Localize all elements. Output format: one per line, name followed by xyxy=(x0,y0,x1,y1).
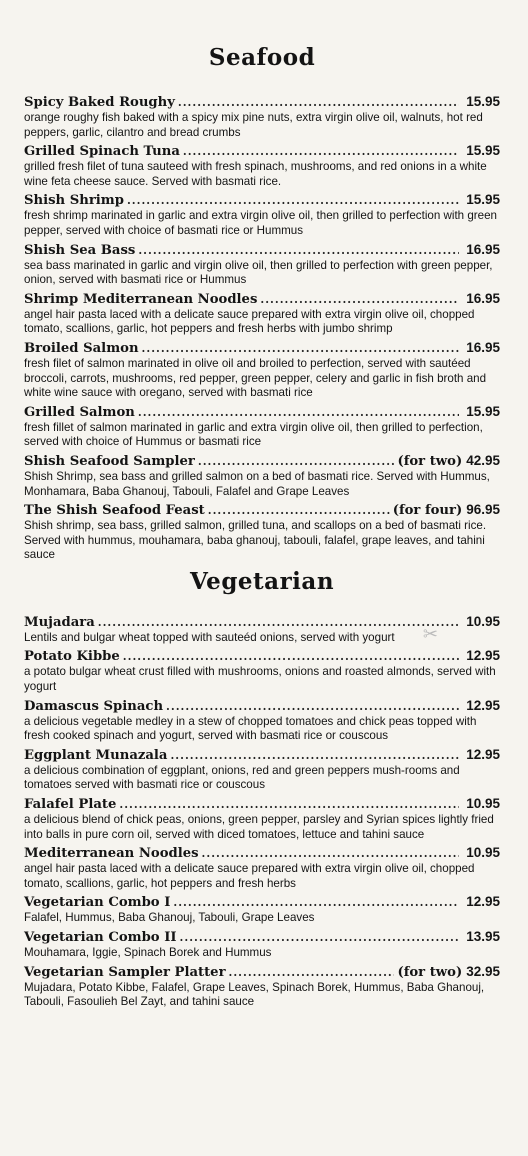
section-title-vegetarian: Vegetarian xyxy=(189,567,335,595)
menu-item xyxy=(24,964,500,1010)
item-price: 15.95 xyxy=(466,192,500,208)
item-description: Mujadara, Potato Kibbe, Falafel, Grape Leaves, Spinach Borek, Hummus, Baba Ghanouj, Tabouli, Fasoulieh Bel Zayt, and tahini sauce xyxy=(24,980,485,1009)
item-description: Lentils and bulgar wheat topped with sauteéd onions, served with yogurt xyxy=(24,630,395,644)
item-description: fresh filet of salmon marinated in olive oil and broiled to perfection, served with sautéed broccoli, carrots, mushrooms, red pepper, green pepper, celery and garlic in fish broth and white wine sauce with oregano, served with basmati rice xyxy=(24,356,487,400)
item-name: Eggplant Munazala xyxy=(24,747,168,763)
item-price: 10.95 xyxy=(466,845,500,861)
menu-item xyxy=(24,340,500,401)
item-name: Mediterranean Noodles xyxy=(24,846,199,862)
item-name: The Shish Seafood Feast xyxy=(24,503,205,519)
item-description: fresh fillet of salmon marinated in garlic and extra virgin olive oil, then grilled to perfection, served with choice of Hummus or basmati rice xyxy=(24,420,483,449)
item-price: 13.95 xyxy=(466,929,500,944)
menu-item xyxy=(24,698,500,744)
item-qualifier: (for four) xyxy=(392,503,463,519)
item-description: a potato bulgar wheat crust filled with mushrooms, onions and roasted almonds, served with yogurt xyxy=(24,665,496,694)
item-price: 16.95 xyxy=(466,290,500,306)
item-price: 42.95 xyxy=(466,452,500,468)
item-price: 32.95 xyxy=(466,963,500,979)
item-name: Potato Kibbe xyxy=(24,649,120,665)
item-description: a delicious blend of chick peas, onions, green pepper, parsley and Syrian spices lightly fried into balls in pure corn oil, served with diced tomatoes, lettuce and tahini sauce xyxy=(24,813,494,841)
item-price: 10.95 xyxy=(466,613,500,629)
item-description: Falafel, Hummus, Baba Ghanouj, Tabouli, Grape Leaves xyxy=(24,911,315,925)
menu-item xyxy=(24,94,500,140)
item-name: Mujadara xyxy=(24,614,95,630)
item-name: Vegetarian Combo I xyxy=(24,895,171,911)
item-price: 16.95 xyxy=(466,339,500,355)
item-description: angel hair pasta laced with a delicate sauce prepared with extra virgin olive oil, chopped tomato, scallions, garlic, hot peppers and fresh herbs with jumbo shrimp xyxy=(24,307,475,336)
menu-item xyxy=(24,453,500,499)
item-description: Shish Shrimp, sea bass and grilled salmon on a bed of basmati rice. Served with Hummus, Monhamara, Baba Ghanouj, Tabouli, Falafel and Grape Leaves xyxy=(24,469,490,498)
menu-item xyxy=(24,894,500,926)
item-name: Falafel Plate xyxy=(24,797,117,813)
item-price: 15.95 xyxy=(466,143,500,159)
seafood-list xyxy=(24,94,500,563)
item-description: fresh shrimp marinated in garlic and extra virgin olive oil, then grilled to perfection with green pepper, served with choice of basmati rice or Hummus xyxy=(24,209,498,237)
scissors-icon: ✂ xyxy=(422,624,438,644)
item-name: Vegetarian Combo II xyxy=(24,930,177,945)
item-name: Vegetarian Sampler Platter xyxy=(24,964,226,980)
item-qualifier: (for two) xyxy=(397,964,463,980)
menu-item xyxy=(24,404,500,450)
item-qualifier: (for two) xyxy=(397,453,463,469)
item-description: Shish shrimp, sea bass, grilled salmon, grilled tuna, and scallops on a bed of basmati rice. Served with hummus, mouhamara, baba ghanouj, tabouli, falafel, grape leaves, and tahini sauce xyxy=(24,519,487,562)
item-price: 12.95 xyxy=(466,697,500,713)
item-name: Grilled Spinach Tuna xyxy=(24,144,180,160)
item-description: Mouhamara, Iggie, Spinach Borek and Hummus xyxy=(24,946,272,959)
item-description: orange roughy fish baked with a spicy mix pine nuts, extra virgin olive oil, walnuts, hot red peppers, garlic, cilantro and bread crumbs xyxy=(24,111,483,139)
menu-item xyxy=(24,502,500,563)
item-name: Grilled Salmon xyxy=(24,404,135,420)
item-price: 16.95 xyxy=(466,241,500,257)
menu-item xyxy=(24,845,500,891)
menu-item xyxy=(24,242,500,288)
item-price: 10.95 xyxy=(466,796,500,812)
item-price: 15.95 xyxy=(466,403,500,419)
menu-item xyxy=(24,291,500,337)
item-description: angel hair pasta laced with a delicate sauce prepared with extra virgin olive oil, chopped tomato, scallions, garlic, hot peppers and fresh herbs xyxy=(24,862,475,890)
vegetarian-list xyxy=(24,614,500,1010)
section-title-seafood: Seafood xyxy=(208,44,316,71)
item-description: grilled fresh filet of tuna sauteed with fresh spinach, mushrooms, and red onions in a white wine feta cheese sauce. Served with basmati rice. xyxy=(24,160,487,188)
menu-item xyxy=(24,796,500,842)
item-price: 15.95 xyxy=(466,94,500,109)
item-description: a delicious combination of eggplant, onions, red and green peppers mush-rooms and tomatoes served with basmati rice or couscous xyxy=(24,763,460,792)
item-name: Broiled Salmon xyxy=(24,340,139,356)
item-description: sea bass marinated in garlic and virgin olive oil, then grilled to perfection with green pepper, onion, served with basmati rice or Hummus xyxy=(24,258,493,287)
item-name: Shish Shrimp xyxy=(24,193,124,209)
menu-item xyxy=(24,648,500,694)
item-name: Spicy Baked Roughy xyxy=(24,95,175,110)
item-name: Damascus Spinach xyxy=(24,698,164,714)
menu-item xyxy=(24,929,500,961)
item-price: 12.95 xyxy=(466,746,500,762)
menu-item xyxy=(24,747,500,793)
item-description: a delicious vegetable medley in a stew of chopped tomatoes and chick peas topped with fresh cooked spinach and yogurt, served with basmati rice or couscous xyxy=(24,714,477,743)
item-name: Shrimp Mediterranean Noodles xyxy=(24,291,258,307)
menu-item xyxy=(24,192,500,238)
item-name: Shish Seafood Sampler xyxy=(24,453,195,469)
item-name: Shish Sea Bass xyxy=(24,242,136,258)
item-price: 12.95 xyxy=(466,648,500,664)
item-price: 12.95 xyxy=(466,894,500,910)
menu-item xyxy=(24,143,500,189)
item-price: 96.95 xyxy=(466,502,500,518)
